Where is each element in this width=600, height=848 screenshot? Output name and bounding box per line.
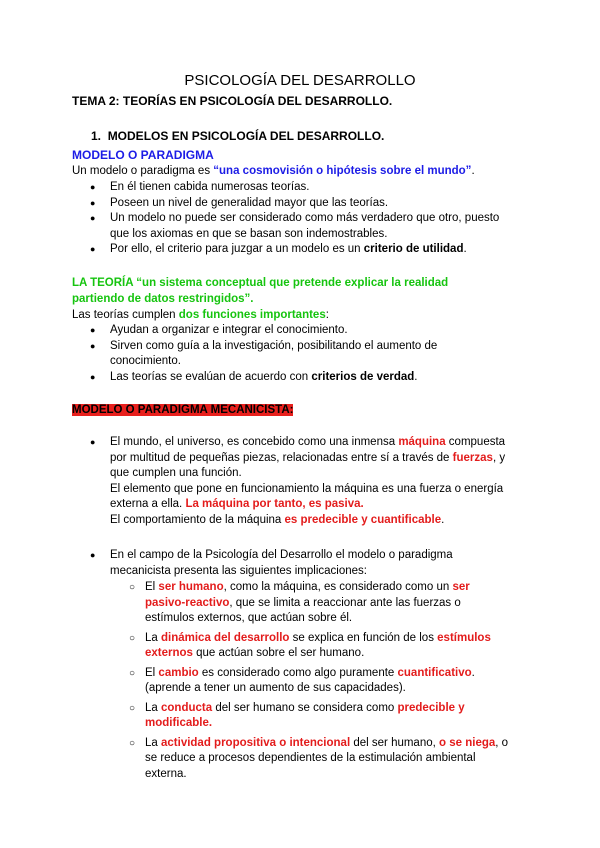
list-item: ● Poseen un nivel de generalidad mayor que las teorías.	[110, 196, 499, 212]
text: Un modelo o paradigma es	[72, 165, 214, 177]
teoria-intro: Las teorías cumplen dos funciones importantes:	[72, 309, 329, 321]
topic-subtitle: TEMA 2: TEORÍAS EN PSICOLOGÍA DEL DESARROLLO.	[72, 94, 393, 108]
definition-highlight: “una cosmovisión o hipótesis sobre el mundo”	[213, 165, 472, 177]
list-item: ○ El cambio es considerado como algo puramente cuantificativo. (aprende a tener un aumento de sus capacidades).	[145, 666, 545, 697]
list-item: ○ La conducta del ser humano se considera como predecible y modificable.	[145, 701, 545, 732]
page-title: PSICOLOGÍA DEL DESARROLLO	[184, 72, 416, 89]
teoria-bullet-list	[110, 323, 437, 385]
section-label: MODELOS EN PSICOLOGÍA DEL DESARROLLO.	[107, 129, 385, 143]
section-number: 1.	[91, 129, 102, 143]
modelo-intro	[72, 164, 475, 180]
list-item: ○ La dinámica del desarrollo se explica en función de los estímulos externos que actúan sobre el ser humano.	[145, 631, 545, 662]
mecanicista-bullet-list	[110, 435, 550, 528]
modelo-bullet-list	[110, 180, 499, 258]
modelo-heading: MODELO O PARADIGMA	[72, 148, 214, 162]
list-item: ○ El ser humano, como la máquina, es considerado como un ser pasivo-reactivo, que se limita a reaccionar ante las fuerzas o estímulos externos, que actúan sobre él.	[145, 580, 545, 627]
list-item: ○ La actividad propositiva o intencional del ser humano, o se niega, o se reduce a procesos dependientes de la estimulación ambiental externa.	[145, 736, 545, 783]
list-item: ● Ayudan a organizar e integrar el conocimiento.	[110, 323, 437, 339]
list-item: ● En el campo de la Psicología del Desarrollo el modelo o paradigma mecanicista presenta las siguientes implicaciones:	[110, 548, 550, 579]
list-item: ● En él tienen cabida numerosas teorías.	[110, 180, 499, 196]
mecanicista-heading: MODELO O PARADIGMA MECANICISTA:	[72, 404, 294, 416]
list-item: ● El mundo, el universo, es concebido como una inmensa máquina compuesta por multitud de pequeñas piezas, relacionadas entre sí a través de fuerzas, y que cumplen una función. El elemento que pone en funcionamiento la máquina es una fuerza o energía externa a ella. La máquina por tanto, es pasiva. El comportamiento de la máquina es predecible y cuantificable.	[110, 435, 550, 528]
list-item: ● Por ello, el criterio para juzgar a un modelo es un criterio de utilidad.	[110, 242, 499, 258]
mecanicista-bullet-list-2	[110, 548, 550, 579]
text: .	[471, 165, 475, 177]
list-item: ● Las teorías se evalúan de acuerdo con criterios de verdad.	[110, 370, 437, 386]
implicaciones-sublist	[145, 580, 545, 782]
teoria-heading: LA TEORÍA “un sistema conceptual que pretende explicar la realidad partiendo de datos restringidos”.	[72, 277, 449, 305]
section-heading-1	[91, 129, 384, 145]
list-item: ● Un modelo no puede ser considerado como más verdadero que otro, puesto que los axiomas en que se basan son indemostrables.	[110, 211, 499, 242]
list-item: ● Sirven como guía a la investigación, posibilitando el aumento de conocimiento.	[110, 339, 437, 370]
